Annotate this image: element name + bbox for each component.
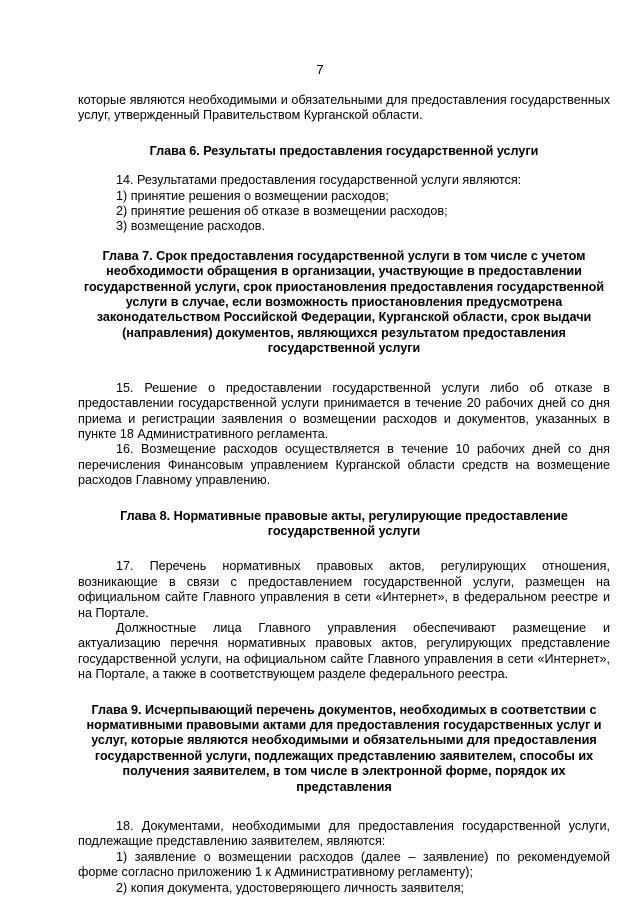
list-item-14-1: 1) принятие решения о возмещении расходов; (116, 188, 389, 203)
chapter-9-heading: Глава 9. Исчерпывающий перечень документов, необходимых в соответствии с нормативными правовыми актами для предоставления государственных услуг и услуг, которые являются необходимыми и обязательными для предоставления государственной услуги, подлежащих представлению заявителем, способы их получения заявителем, в том числе в электронной форме, порядок их представления (86, 702, 602, 794)
paragraph-17: 17. Перечень нормативных правовых актов, регулирующих отношения, возникающие в связи с предоставлением государственной услуги, размещен на официальном сайте Главного управления в сети «Интернет», в федеральном реестре и на Портале. (78, 559, 610, 620)
list-item-18-2: 2) копия документа, удостоверяющего личность заявителя; (116, 880, 465, 895)
chapter-7-heading: Глава 7. Срок предоставления государственной услуги в том числе с учетом необходимости обращения в организации, участвующие в предоставлении государственной услуги, срок приостановления предоставления государственной услуги в случае, если возможность приостановления предусмотрена законодательством Российской Федерации, Курганской области, срок выдачи (направления) документов, являющихся результатом предоставления государственной услуги (83, 248, 605, 356)
list-item-14-2: 2) принятие решения об отказе в возмещении расходов; (116, 204, 448, 219)
list-item-14-3: 3) возмещение расходов. (116, 219, 265, 234)
paragraph-17-officials: Должностные лица Главного управления обеспечивают размещение и актуализацию перечня нормативных правовых актов, регулирующих представление государственной услуги, на официальном сайте Главного управления в сети «Интернет», на Портале, а также в соответствующем разделе федерального реестра. (78, 620, 610, 682)
chapter-8-heading: Глава 8. Нормативные правовые акты, регулирующие предоставление государственной услуги (120, 508, 568, 538)
document-body (78, 93, 610, 896)
paragraph-14: 14. Результатами предоставления государственной услуги являются: (116, 173, 522, 188)
paragraph-18: 18. Документами, необходимыми для предоставления государственной услуги, подлежащие представлению заявителем, являются: (78, 819, 610, 849)
paragraph-16: 16. Возмещение расходов осуществляется в течение 10 рабочих дней со дня перечисления Финансовым управлением Курганской области средств на возмещение расходов Главному управлению. (78, 442, 610, 488)
paragraph-continuation: которые являются необходимыми и обязательными для предоставления государственных услуг, утвержденный Правительством Курганской области. (78, 93, 610, 123)
list-item-18-1: 1) заявление о возмещении расходов (далее – заявление) по рекомендуемой форме согласно приложению 1 к Административному регламенту); (78, 849, 610, 880)
page-number: 7 (316, 62, 324, 77)
paragraph-15: 15. Решение о предоставлении государственной услуги либо об отказе в предоставлении государственной услуги принимается в течение 20 рабочих дней со дня приема и регистрации заявления о возмещении расходов и документов, указанных в пункте 18 Административного регламента. (78, 380, 610, 441)
chapter-6-heading: Глава 6. Результаты предоставления государственной услуги (149, 143, 539, 158)
